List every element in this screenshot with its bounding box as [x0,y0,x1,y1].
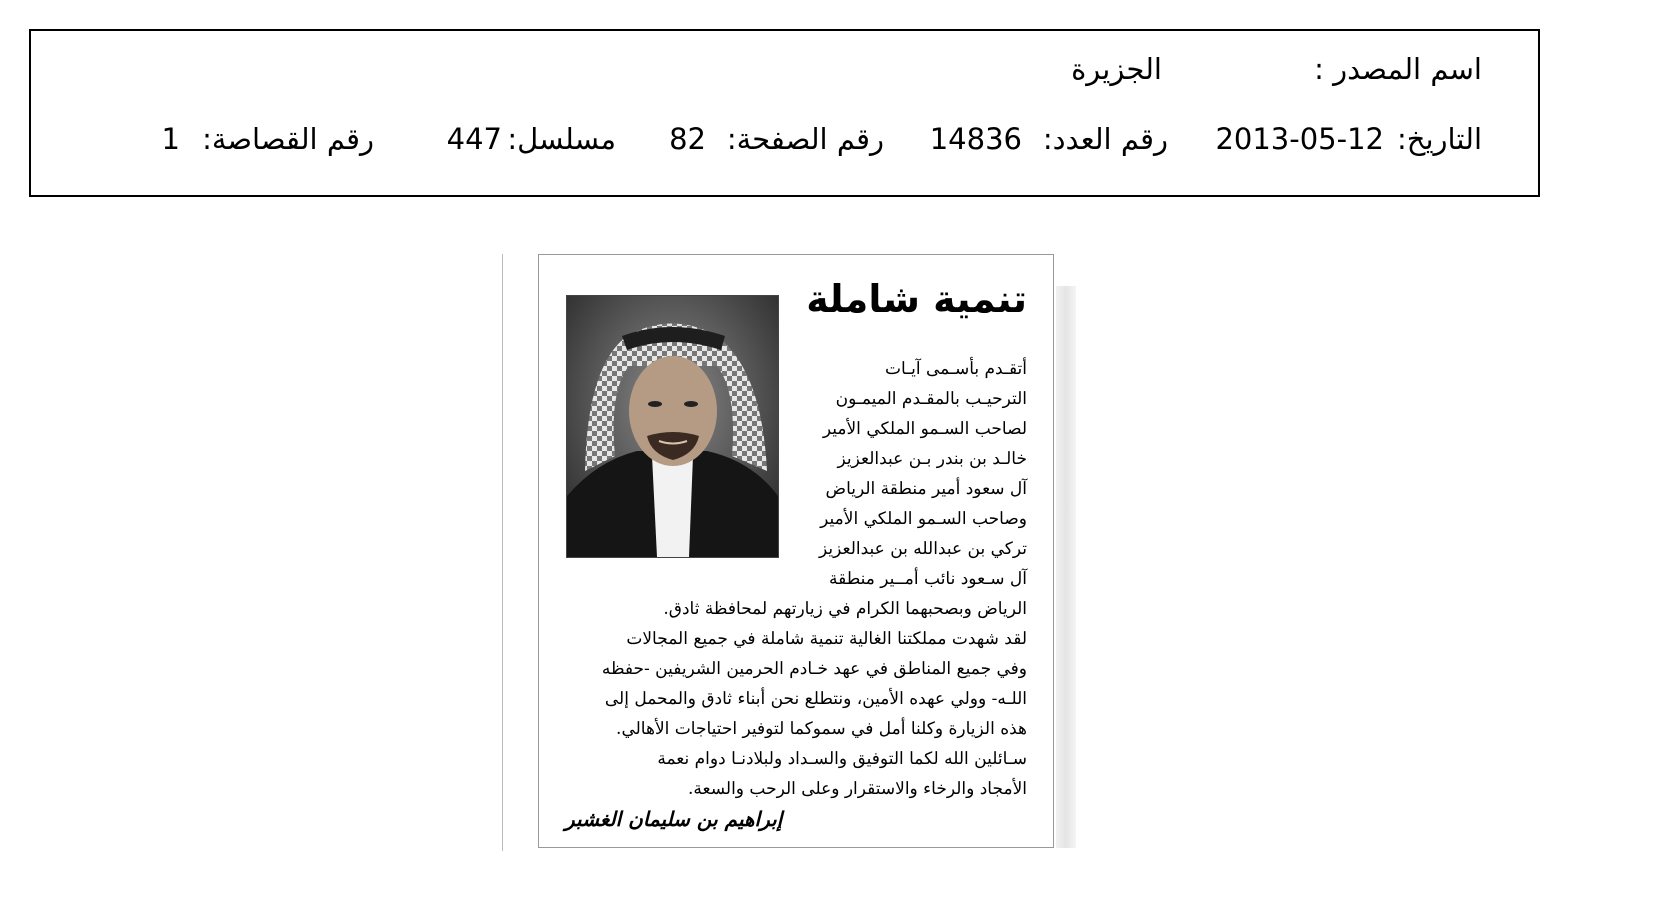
metadata-header-box [29,29,1540,197]
article-byline: إبراهيم بن سليمان الغشبر [565,807,783,831]
article-line: آل سـعود نائب أمــير منطقة [829,569,1027,589]
article-line: آل سعود أمير منطقة الرياض [825,479,1027,499]
article-line: لقد شهدت مملكتنا الغالية تنمية شاملة في جميع المجالات [626,629,1027,649]
article-line: وصاحب السـمو الملكي الأمير [820,509,1027,529]
page-value: 82 [669,122,706,156]
serial-value: 447 [446,122,502,156]
article-line: تركي بن عبدالله بن عبدالعزيز [819,539,1027,559]
article-line: وفي جميع المناطق في عهد خـادم الحرمين الشريفين -حفظه [601,659,1027,679]
article-title: تنمية شاملة [806,277,1027,321]
article-line: أتقـدم بأسـمى آيـات [884,359,1027,379]
article-line: لصاحب السـمو الملكي الأمير [822,419,1027,439]
article-line: خالـد بن بندر بـن عبدالعزيز [837,449,1027,469]
source-value: الجزيرة [1071,52,1162,86]
issue-label: رقم العدد: [1042,122,1168,156]
article-line: الأمجاد والرخاء والاستقرار وعلى الرحب والسعة. [688,779,1027,799]
clip-number-value: 1 [161,122,180,156]
background-watermark-strip [1056,286,1076,848]
date-label: التاريخ: [1396,122,1482,156]
article-line: اللـه- وولي عهده الأمين، ونتطلع نحن أبناء ثادق والمحمل إلى [604,689,1027,709]
author-photo [566,295,779,558]
page-label: رقم الصفحة: [726,122,884,156]
source-label: اسم المصدر : [1314,52,1482,86]
article-line: هذه الزيارة وكلنا أمل في سموكما لتوفير احتياجات الأهالي. [616,719,1027,739]
clip-number-label: رقم القصاصة: [202,122,374,156]
newspaper-clipping [538,254,1054,848]
column-divider [502,254,503,851]
article-line: الترحيـب بالمقـدم الميمـون [835,389,1027,409]
article-line: سـائلين الله لكما التوفيق والسـداد ولبلادنـا دوام نعمة [657,749,1027,769]
date-value: 2013-05-12 [1215,122,1384,156]
serial-label: مسلسل: [507,122,616,156]
author-portrait-icon [567,296,778,557]
issue-value: 14836 [929,122,1022,156]
article-line: الرياض وبصحبهما الكرام في زيارتهم لمحافظة ثادق. [663,599,1027,619]
